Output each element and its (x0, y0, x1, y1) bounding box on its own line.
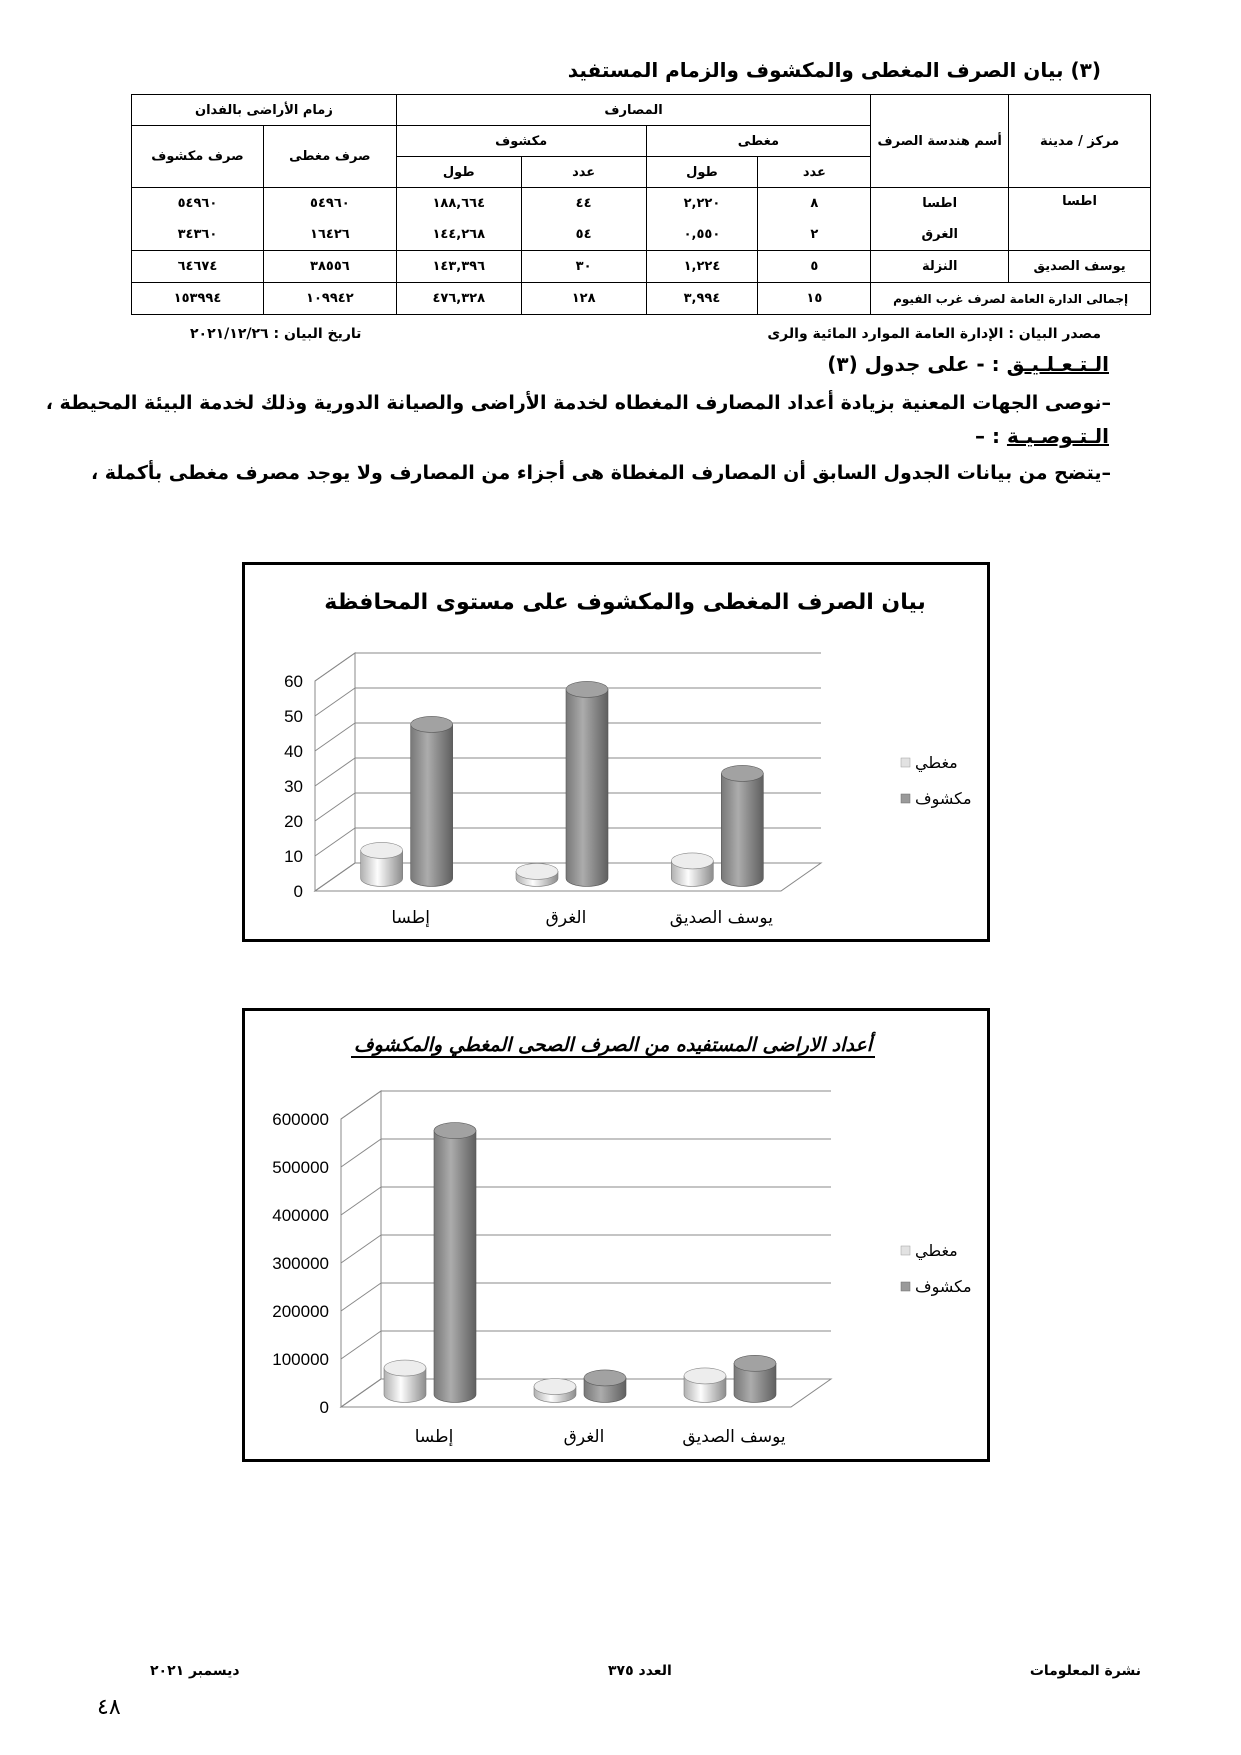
recommend-title: الـتـوصـيـة (1006, 424, 1109, 448)
y-tick-label: 200000 (272, 1302, 329, 1321)
page-heading: (٣) بيان الصرف المغطى والمكشوف والزمام المستفيد (567, 58, 1101, 82)
bar (566, 689, 608, 886)
y-tick-label: 0 (293, 882, 303, 901)
bar-top (361, 842, 403, 858)
y-tick-label: 400000 (272, 1206, 329, 1225)
gridline-side (315, 653, 355, 681)
gridline-side (315, 793, 355, 821)
y-tick-label: 30 (284, 777, 303, 796)
legend-swatch (901, 1282, 910, 1291)
cell-land-open: ٦٤٦٧٤ (132, 251, 264, 283)
legend-label: مكشوف (915, 789, 972, 808)
cell-cov-len: ٠,٥٥٠ (646, 219, 758, 251)
comment-title: الـتـعـلـيـق (1006, 352, 1109, 376)
cell-cov-count: ١٥ (758, 283, 871, 315)
bar-top (584, 1370, 626, 1386)
header-open-count: عدد (521, 157, 646, 188)
bar-top (434, 1123, 476, 1139)
x-tick-label: الغرق (545, 908, 587, 928)
legend-swatch (901, 758, 910, 767)
header-covered: مغطى (646, 126, 871, 157)
legend-label: مكشوف (915, 1277, 972, 1296)
footer-issue: العدد ٣٧٥ (608, 1663, 672, 1679)
header-open-length: طول (396, 157, 521, 188)
gridline-side (341, 1235, 381, 1263)
cell-center: يوسف الصديق (1009, 251, 1151, 283)
gridline-side (315, 863, 355, 891)
bar-top (566, 681, 608, 697)
table-row (132, 188, 1151, 220)
header-land: زمام الأراضى بالفدان (132, 95, 397, 126)
cell-cov-len: ٢,٢٢٠ (646, 188, 758, 220)
x-tick-label: الغرق (563, 1427, 605, 1447)
bar-top (384, 1360, 426, 1376)
chart-title: أعداد الاراضى المستفيده من الصرف الصحى المغطي والمكشوف (353, 1034, 873, 1056)
cell-eng: اطسا (871, 188, 1009, 220)
y-tick-label: 20 (284, 812, 303, 831)
cell-open-len: ١٤٣,٣٩٦ (396, 251, 521, 283)
table-row-total (132, 283, 1151, 315)
gridline-side (341, 1283, 381, 1311)
cell-land-open: ٥٤٩٦٠ (132, 188, 264, 220)
y-tick-label: 500000 (272, 1158, 329, 1177)
table-row (132, 219, 1151, 251)
y-tick-label: 50 (284, 707, 303, 726)
header-eng: أسم هندسة الصرف (871, 95, 1009, 188)
header-center: مركز / مدينة (1009, 95, 1151, 188)
cell-land-cov: ١٦٤٢٦ (263, 219, 396, 251)
y-tick-label: 100000 (272, 1350, 329, 1369)
y-tick-label: 0 (319, 1398, 329, 1417)
gridline-side (341, 1331, 381, 1359)
bar-top (516, 863, 558, 879)
y-tick-label: 40 (284, 742, 303, 761)
data-source: مصدر البيان : الإدارة العامة الموارد المائية والرى (767, 326, 1101, 342)
x-tick-label: يوسف الصديق (669, 908, 773, 928)
gridline-side (315, 688, 355, 716)
bar-top (721, 765, 763, 781)
comment-text: –نوصى الجهات المعنية بزيادة أعداد المصارف المغطاه لخدمة الأراضى والصيانة الدورية وذلك لخدمة البيئة المحيطة ، (45, 392, 1111, 414)
cell-land-open: ١٥٣٩٩٤ (132, 283, 264, 315)
cell-open-count: ٣٠ (521, 251, 646, 283)
header-drains: المصارف (396, 95, 870, 126)
legend-label: مغطي (915, 753, 958, 772)
recommend-heading (975, 424, 1109, 448)
legend-swatch (901, 1246, 910, 1255)
legend-label: مغطي (915, 1241, 958, 1260)
gridline-side (315, 723, 355, 751)
chart-drains-box (242, 562, 990, 942)
cell-cov-len: ١,٢٢٤ (646, 251, 758, 283)
cell-open-len: ١٤٤,٢٦٨ (396, 219, 521, 251)
gridline-side (341, 1091, 381, 1119)
cell-center: اطسا (1009, 188, 1151, 251)
bar-top (671, 853, 713, 869)
bar-top (411, 716, 453, 732)
cell-land-cov: ١٠٩٩٤٢ (263, 283, 396, 315)
x-tick-label: يوسف الصديق (682, 1427, 786, 1447)
bar-top (684, 1368, 726, 1384)
header-cov-count: عدد (758, 157, 871, 188)
table-row (132, 251, 1151, 283)
chart-drains (245, 565, 987, 939)
y-tick-label: 60 (284, 672, 303, 691)
comment-suffix: : - على جدول (٣) (827, 352, 1000, 376)
x-tick-label: إطسا (414, 1427, 454, 1447)
y-tick-label: 10 (284, 847, 303, 866)
y-tick-label: 300000 (272, 1254, 329, 1273)
legend-swatch (901, 794, 910, 803)
footer-publication: نشرة المعلومات (1029, 1663, 1141, 1679)
drains-table (131, 94, 1151, 315)
data-date: تاريخ البيان : ٢٠٢١/١٢/٢٦ (190, 326, 362, 342)
header-cov-length: طول (646, 157, 758, 188)
cell-total-label: إجمالى الدارة العامة لصرف غرب الفيوم (871, 283, 1151, 315)
bar-top (534, 1379, 576, 1395)
bar (721, 773, 763, 886)
cell-eng: النزلة (871, 251, 1009, 283)
header-open: مكشوف (396, 126, 646, 157)
cell-open-len: ١٨٨,٦٦٤ (396, 188, 521, 220)
cell-cov-count: ٢ (758, 219, 871, 251)
cell-land-cov: ٥٤٩٦٠ (263, 188, 396, 220)
bar (411, 724, 453, 886)
page-number: ٤٨ (97, 1695, 121, 1720)
bar (434, 1131, 476, 1403)
chart-lands (245, 1011, 987, 1459)
comment-heading (827, 352, 1109, 376)
header-land-open: صرف مكشوف (132, 126, 264, 188)
bar-top (734, 1355, 776, 1371)
chart-lands-box (242, 1008, 990, 1462)
cell-cov-len: ٣,٩٩٤ (646, 283, 758, 315)
cell-land-open: ٣٤٣٦٠ (132, 219, 264, 251)
cell-cov-count: ٨ (758, 188, 871, 220)
cell-open-len: ٤٧٦,٣٢٨ (396, 283, 521, 315)
cell-cov-count: ٥ (758, 251, 871, 283)
cell-open-count: ١٢٨ (521, 283, 646, 315)
cell-land-cov: ٣٨٥٥٦ (263, 251, 396, 283)
cell-eng: الغرق (871, 219, 1009, 251)
chart-title: بيان الصرف المغطى والمكشوف على مستوى المحافظة (324, 590, 926, 615)
gridline-side (341, 1379, 381, 1407)
footer-date: ديسمبر ٢٠٢١ (150, 1663, 240, 1679)
recommend-suffix: : – (975, 424, 1000, 448)
y-tick-label: 600000 (272, 1110, 329, 1129)
recommend-text: –يتضح من بيانات الجدول السابق أن المصارف المغطاة هى أجزاء من المصارف ولا يوجد مصرف مغطى بأكملة ، (90, 462, 1111, 484)
gridline-side (341, 1187, 381, 1215)
cell-open-count: ٥٤ (521, 219, 646, 251)
gridline-side (315, 828, 355, 856)
x-tick-label: إطسا (391, 908, 430, 928)
header-land-covered: صرف مغطى (263, 126, 396, 188)
cell-open-count: ٤٤ (521, 188, 646, 220)
gridline-side (341, 1139, 381, 1167)
gridline-side (315, 758, 355, 786)
